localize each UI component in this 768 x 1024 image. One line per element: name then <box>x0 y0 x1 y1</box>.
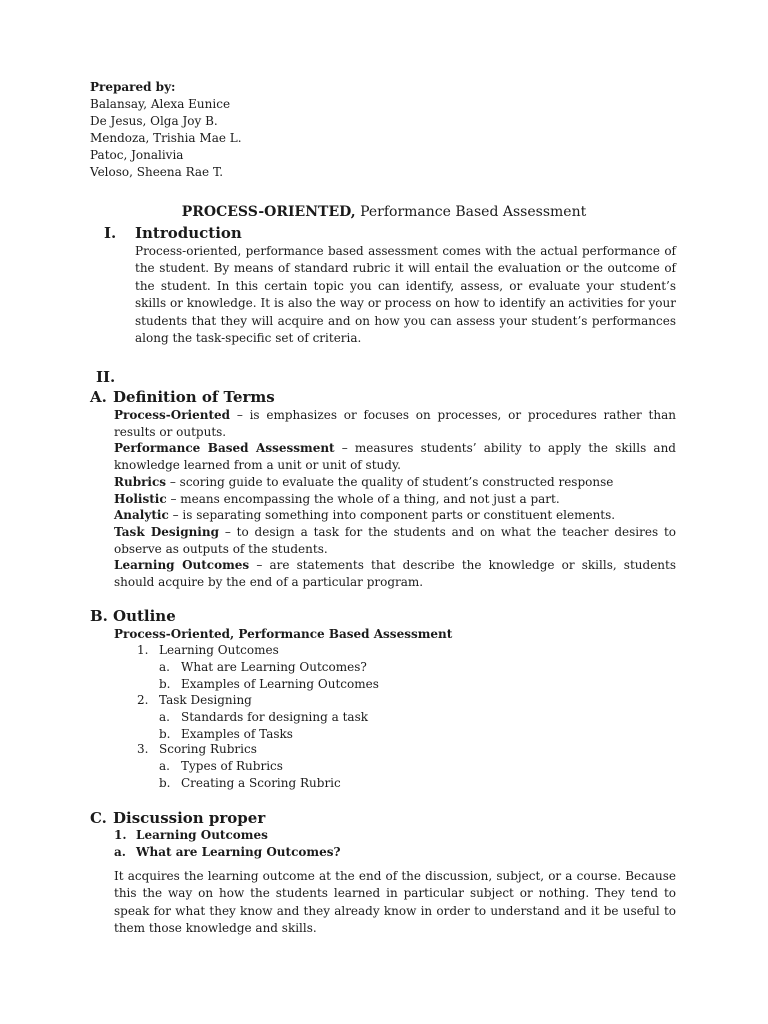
discussion-item-label: Learning Outcomes <box>136 828 268 842</box>
outline-letter: a. <box>159 710 170 724</box>
outline-letter: b. <box>159 776 171 790</box>
outline-letter: b. <box>159 677 171 691</box>
title-bold: PROCESS-ORIENTED, <box>181 204 356 220</box>
section-2-numeral: II. <box>96 368 116 386</box>
definition-term: Analytic <box>114 508 169 523</box>
author-name: Mendoza, Trishia Mae L. <box>90 131 242 145</box>
outline-letter: b. <box>159 727 171 741</box>
discussion-heading: Discussion proper <box>113 809 266 827</box>
author-name: Balansay, Alexa Eunice <box>90 97 231 111</box>
outline-sublabel: What are Learning Outcomes? <box>181 660 367 674</box>
definition-term: Task Designing <box>114 524 219 539</box>
discussion-marker: C. <box>90 809 107 827</box>
title-rest: Performance Based Assessment <box>355 204 587 220</box>
author-name: Patoc, Jonalivia <box>90 148 184 162</box>
definitions-list <box>114 407 676 591</box>
outline-label: Task Designing <box>159 693 252 707</box>
definition-text: – are statements that describe the knowledge or skills, students should acquire by the end of a particular program. <box>114 558 677 590</box>
outline-sublabel: Standards for designing a task <box>181 710 368 724</box>
discussion-subitem <box>114 844 341 860</box>
outline-heading: Outline <box>113 607 176 625</box>
outline-item <box>137 741 257 757</box>
outline-subitem <box>159 758 283 774</box>
definition-term: Performance Based Assessment <box>114 441 335 456</box>
discussion-subitem-letter: a. <box>114 845 126 859</box>
definition-text: – is separating something into component parts or constituent elements. <box>168 508 616 523</box>
definition-item <box>114 491 676 508</box>
outline-sublabel: Types of Rubrics <box>181 759 283 773</box>
discussion-item-number: 1. <box>114 828 127 842</box>
definition-item <box>114 407 676 440</box>
discussion-paragraph: It acquires the learning outcome at the end of the discussion, subject, or a course. Because this the way on how the students learned in particular subject or nothing. They tend to speak for what they know and they already know in order to understand and it be useful to them those knowledge and skills. <box>114 869 676 936</box>
definition-item <box>114 524 676 557</box>
outline-sublabel: Creating a Scoring Rubric <box>181 776 341 790</box>
author-name: Veloso, Sheena Rae T. <box>90 165 224 179</box>
outline-subitem <box>159 726 293 742</box>
definition-item <box>114 557 676 590</box>
definition-text: – means encompassing the whole of a thing, and not just a part. <box>166 491 560 506</box>
outline-item <box>137 642 279 658</box>
outline-marker: B. <box>90 607 108 625</box>
outline-sublabel: Examples of Tasks <box>181 727 293 741</box>
outline-number: 1. <box>137 643 149 657</box>
outline-subitem <box>159 659 367 675</box>
outline-subitem <box>159 709 368 725</box>
outline-letter: a. <box>159 759 170 773</box>
definition-text: – to design a task for the students and on what the teacher desires to observe as outputs of the students. <box>114 524 676 556</box>
definition-term: Learning Outcomes <box>114 558 250 573</box>
discussion-subitem-label: What are Learning Outcomes? <box>136 845 341 859</box>
definition-item <box>114 507 676 524</box>
outline-label: Scoring Rubrics <box>159 742 257 756</box>
definitions-marker: A. <box>90 388 107 406</box>
outline-sublabel: Examples of Learning Outcomes <box>181 677 379 691</box>
outline-subitem <box>159 676 379 692</box>
introduction-paragraph: Process-oriented, performance based assessment comes with the actual performance of the student. By means of standard rubric it will entail the evaluation or the outcome of the student. In this certain topic you can identify, assess, or evaluate your student’s skills or knowledge. It is also the way or process on how to identify an activities for your students that they will acquire and on how you can assess your student’s performances along the task-specific set of criteria. <box>135 244 676 346</box>
outline-number: 2. <box>137 693 149 707</box>
outline-item <box>137 692 252 708</box>
section-1-numeral: I. <box>104 224 117 242</box>
definition-text: – is emphasizes or focuses on processes, or procedures rather than results or outputs. <box>114 408 676 439</box>
definitions-heading: Definition of Terms <box>113 388 275 406</box>
section-1-heading: Introduction <box>135 224 242 242</box>
definition-item <box>114 474 676 491</box>
definition-term: Rubrics <box>114 474 167 489</box>
outline-number: 3. <box>137 742 149 756</box>
prepared-by-label: Prepared by: <box>90 80 176 94</box>
outline-letter: a. <box>159 660 170 674</box>
outline-label: Learning Outcomes <box>159 643 279 657</box>
definition-term: Holistic <box>114 491 167 506</box>
definition-item <box>114 440 676 473</box>
definition-term: Process-Oriented <box>114 408 231 422</box>
discussion-item <box>114 827 268 843</box>
document-title <box>0 203 768 221</box>
prepared-by-block <box>90 79 242 181</box>
outline-title: Process-Oriented, Performance Based Assessment <box>114 627 453 641</box>
outline-subitem <box>159 775 341 791</box>
definition-text: – measures students’ ability to apply the skills and knowledge learned from a unit or unit of study. <box>114 441 676 473</box>
definition-text: – scoring guide to evaluate the quality of student’s constructed response <box>166 474 614 489</box>
author-name: De Jesus, Olga Joy B. <box>90 114 218 128</box>
